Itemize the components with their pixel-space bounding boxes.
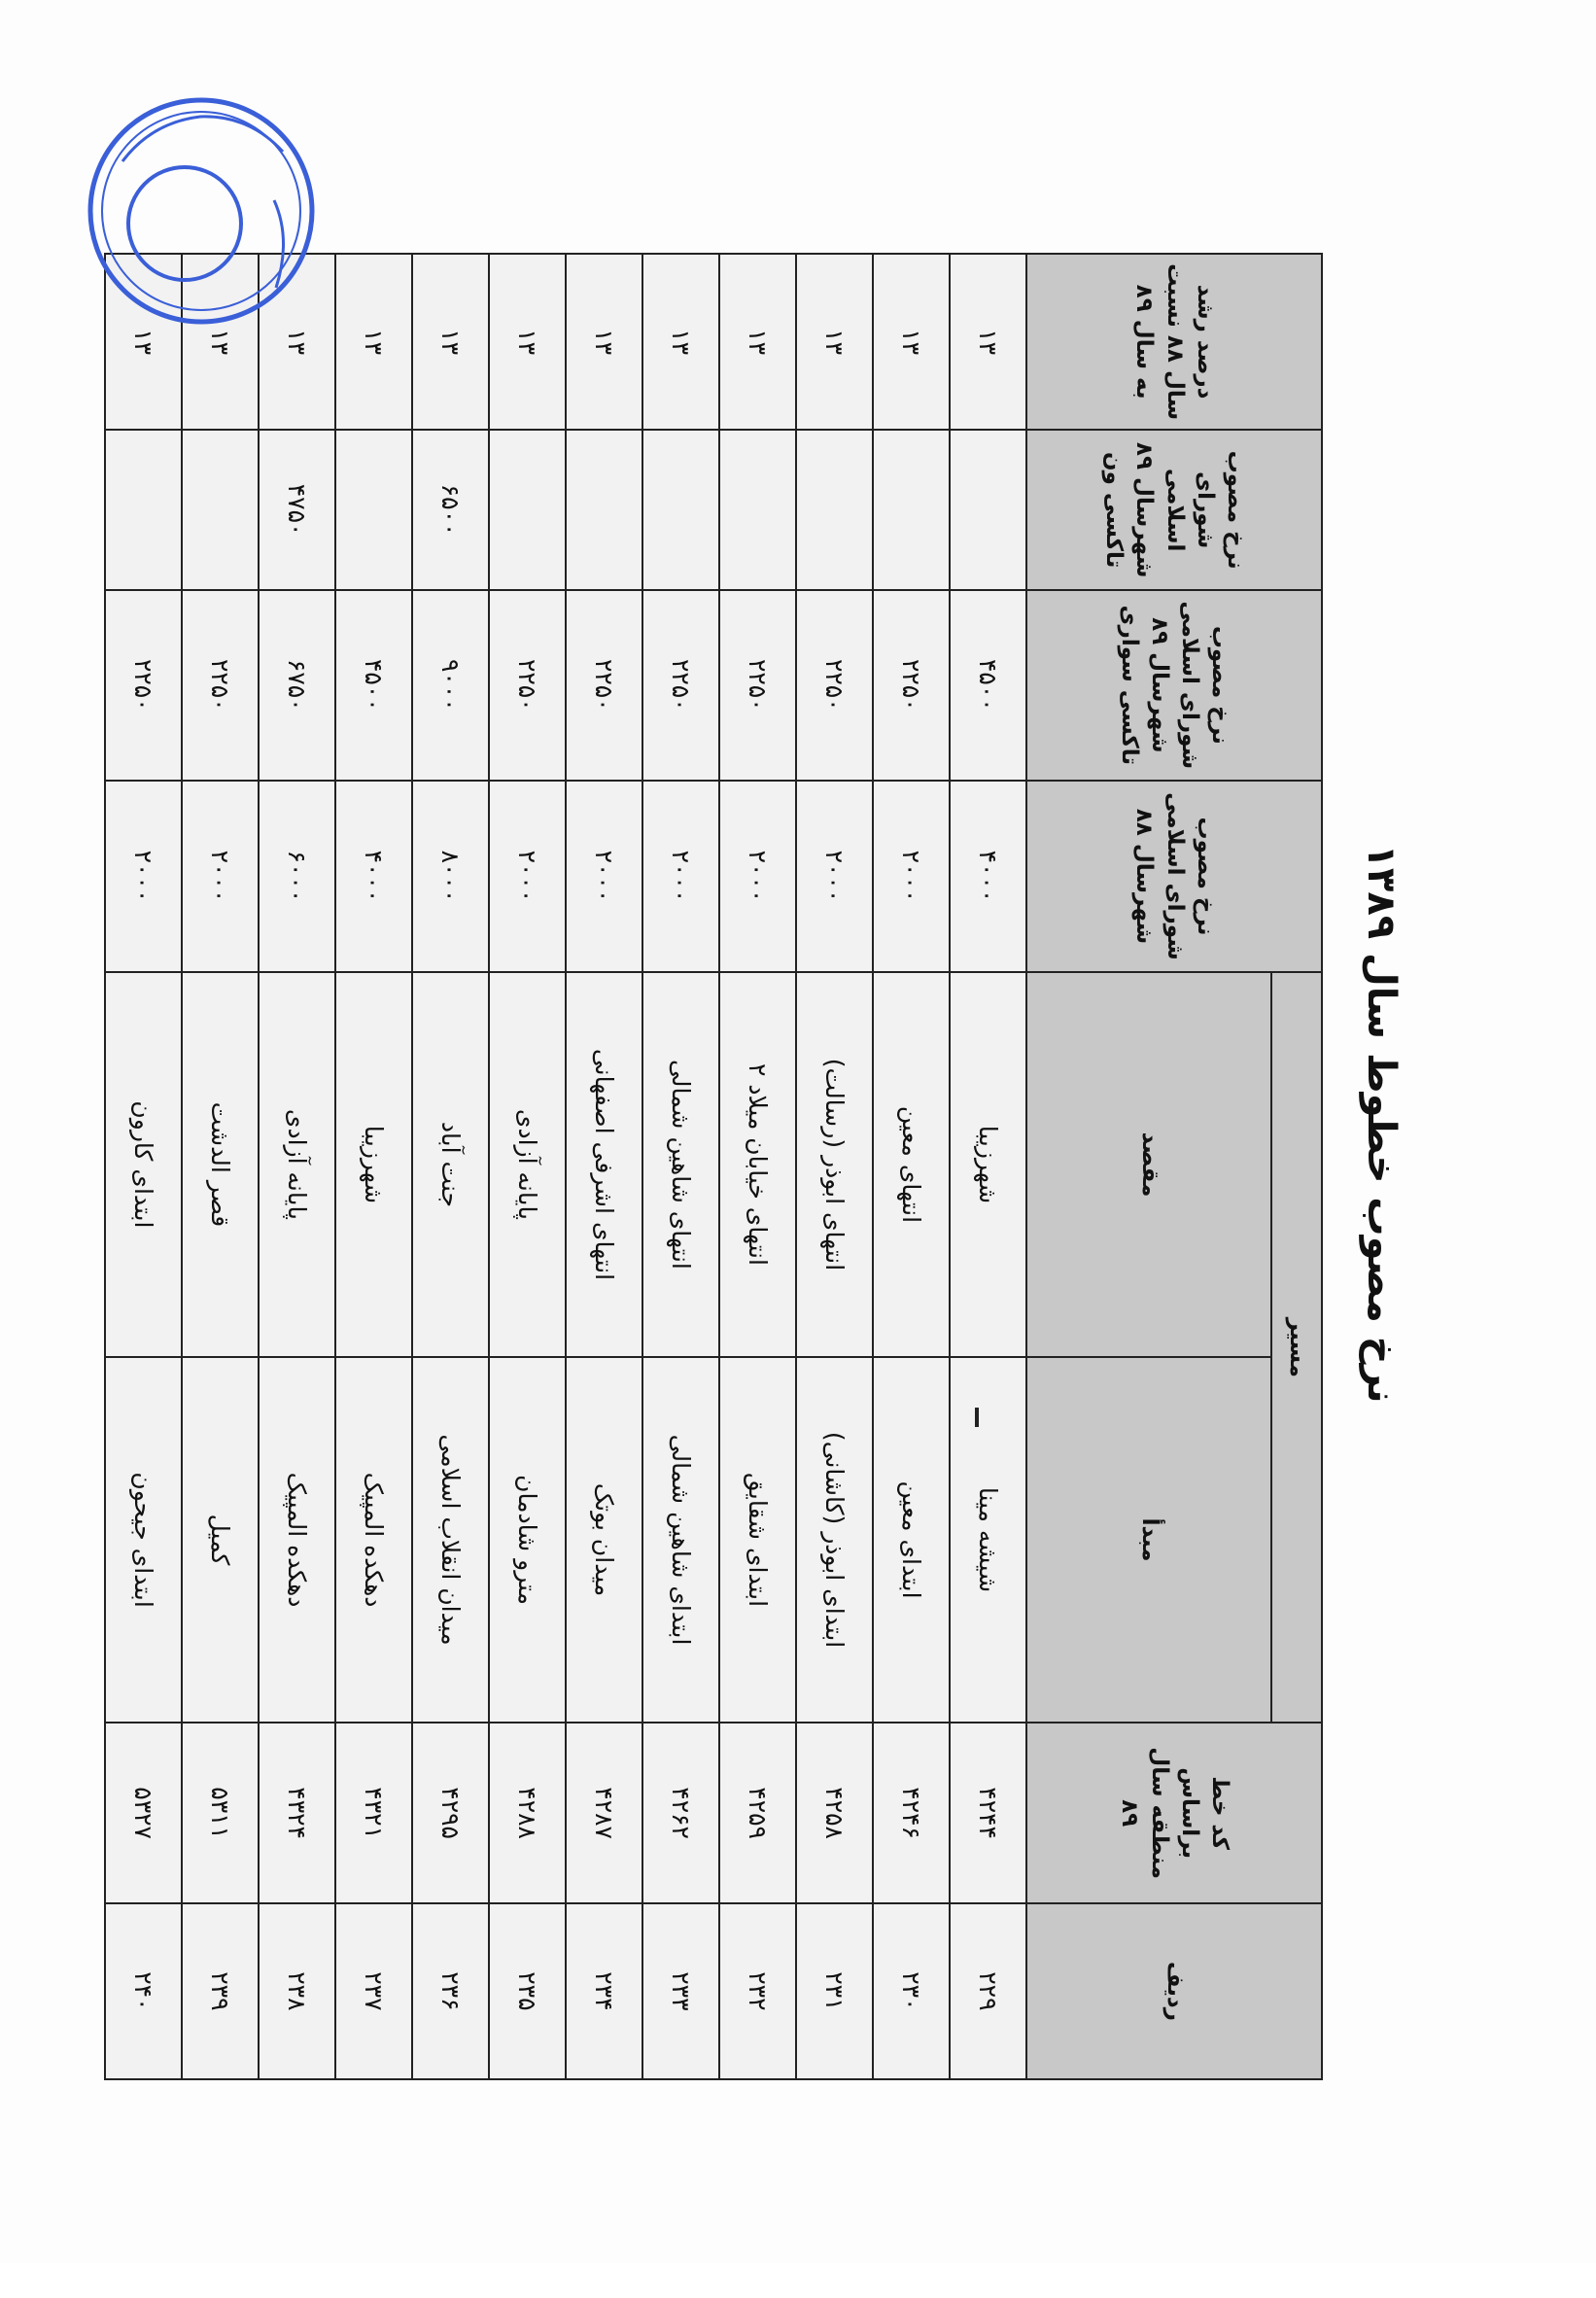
cell-row-number: ۲۳۸ — [259, 1903, 335, 2079]
cell-row-number: ۲۳۹ — [182, 1903, 259, 2079]
cell-rate-89-car: ۴۵۰۰ — [950, 590, 1026, 781]
cell-rate-89-van — [182, 430, 259, 590]
cell-growth: ۱۳ — [412, 254, 489, 430]
cell-growth: ۱۳ — [950, 254, 1026, 430]
cell-destination: انتهای شاهین شمالی — [642, 972, 719, 1356]
cell-line-code: ۴۲۶۲ — [642, 1723, 719, 1902]
cell-rate-89-car: ۲۲۵۰ — [105, 590, 182, 781]
cell-destination: جنت آباد — [412, 972, 489, 1356]
cell-origin: شیشه مینا — [950, 1357, 1026, 1724]
cell-growth: ۱۳ — [182, 254, 259, 430]
cell-line-code: ۵۳۲۷ — [105, 1723, 182, 1902]
cell-rate-88: ۲۰۰۰ — [489, 781, 566, 973]
cell-rate-88: ۲۰۰۰ — [182, 781, 259, 973]
cell-rate-88: ۴۰۰۰ — [335, 781, 412, 973]
cell-rate-89-van — [642, 430, 719, 590]
cell-line-code: ۴۲۴۶ — [873, 1723, 950, 1902]
cell-origin: ابتدای شاهین شمالی — [642, 1357, 719, 1724]
cell-rate-89-van — [489, 430, 566, 590]
rotated-sheet — [1, 159, 1440, 2298]
table-row — [182, 254, 259, 2079]
header-growth: درصد رشد سال ۸۸ نسبت به سال ۸۹ — [1026, 254, 1322, 430]
document-title: نرخ مصوب خطوط سال ۱۳۸۹ — [1359, 844, 1404, 1404]
cell-row-number: ۲۳۵ — [489, 1903, 566, 2079]
cell-destination: انتهای معین — [873, 972, 950, 1356]
cell-rate-89-van — [105, 430, 182, 590]
header-rate-89-van: نرخ مصوب شورای اسلامی شهرسال ۸۹ تاکسی ون — [1026, 430, 1322, 590]
table-row — [796, 254, 873, 2079]
cell-rate-89-van — [950, 430, 1026, 590]
cell-line-code: ۴۳۲۱ — [335, 1723, 412, 1902]
cell-rate-88: ۲۰۰۰ — [796, 781, 873, 973]
cell-origin: میدان انقلاب اسلامی — [412, 1357, 489, 1724]
cell-row-number: ۲۳۶ — [412, 1903, 489, 2079]
table-row — [566, 254, 642, 2079]
table-row — [950, 254, 1026, 2079]
cell-rate-88: ۲۰۰۰ — [566, 781, 642, 973]
cell-rate-89-van — [566, 430, 642, 590]
cell-growth: ۱۳ — [335, 254, 412, 430]
cell-rate-88: ۲۰۰۰ — [105, 781, 182, 973]
cell-rate-89-car: ۲۲۵۰ — [873, 590, 950, 781]
cell-growth: ۱۳ — [105, 254, 182, 430]
cell-growth: ۱۳ — [566, 254, 642, 430]
cell-rate-89-car: ۲۲۵۰ — [796, 590, 873, 781]
cell-growth: ۱۳ — [259, 254, 335, 430]
cell-rate-89-car: ۲۲۵۰ — [642, 590, 719, 781]
table-row — [489, 254, 566, 2079]
cell-row-number: ۲۳۷ — [335, 1903, 412, 2079]
table-row — [642, 254, 719, 2079]
cell-rate-89-car: ۶۷۵۰ — [259, 590, 335, 781]
cell-rate-88: ۲۰۰۰ — [642, 781, 719, 973]
cell-line-code: ۴۲۹۵ — [412, 1723, 489, 1902]
cell-destination: قصر الدشت — [182, 972, 259, 1356]
cell-destination: شهرزیبا — [335, 972, 412, 1356]
cell-row-number: ۲۳۲ — [719, 1903, 796, 2079]
cell-growth: ۱۳ — [489, 254, 566, 430]
cell-rate-89-van — [873, 430, 950, 590]
cell-destination: ابتدای کارون — [105, 972, 182, 1356]
cell-row-number: ۲۳۳ — [642, 1903, 719, 2079]
cell-line-code: ۴۲۸۸ — [489, 1723, 566, 1902]
cell-rate-88: ۲۰۰۰ — [719, 781, 796, 973]
header-line-code: کد خط براساس منطقه سال ۸۹ — [1026, 1723, 1322, 1902]
cell-growth: ۱۳ — [796, 254, 873, 430]
cell-growth: ۱۳ — [719, 254, 796, 430]
cell-rate-88: ۲۰۰۰ — [873, 781, 950, 973]
cell-growth: ۱۳ — [873, 254, 950, 430]
cell-origin: ابتدای معین — [873, 1357, 950, 1724]
cell-destination: انتهای ابوذر (رسالت) — [796, 972, 873, 1356]
table-body — [105, 254, 1026, 2079]
cell-rate-89-van — [335, 430, 412, 590]
cell-row-number: ۲۳۰ — [873, 1903, 950, 2079]
cell-row-number: ۲۲۹ — [950, 1903, 1026, 2079]
cell-destination: شهرزیبا — [950, 972, 1026, 1356]
cell-rate-89-car: ۲۲۵۰ — [489, 590, 566, 781]
rates-table — [104, 253, 1323, 2080]
council-stamp — [84, 93, 319, 329]
cell-row-number: ۲۳۴ — [566, 1903, 642, 2079]
cell-rate-89-car: ۲۲۵۰ — [566, 590, 642, 781]
cell-rate-89-car: ۹۰۰۰ — [412, 590, 489, 781]
table-row — [873, 254, 950, 2079]
pen-mark — [975, 1408, 979, 1427]
table-row — [335, 254, 412, 2079]
header-row-number: ردیف — [1026, 1903, 1322, 2079]
cell-line-code: ۵۳۱۱ — [182, 1723, 259, 1902]
header-route: مسیر — [1271, 972, 1322, 1723]
cell-rate-88: ۴۰۰۰ — [950, 781, 1026, 973]
cell-rate-89-van: ۴۷۵۰ — [259, 430, 335, 590]
header-rate-89-car: نرخ مصوب شورای اسلامی شهرسال ۸۹ تاکسی سواری — [1026, 590, 1322, 781]
cell-destination: انتهای اشرفی اصفهانی — [566, 972, 642, 1356]
table-row — [412, 254, 489, 2079]
cell-line-code: ۴۲۵۹ — [719, 1723, 796, 1902]
cell-rate-88: ۶۰۰۰ — [259, 781, 335, 973]
cell-destination: پایانه آزادی — [259, 972, 335, 1356]
cell-rate-88: ۸۰۰۰ — [412, 781, 489, 973]
cell-origin: دهکده المپیک — [259, 1357, 335, 1724]
cell-rate-89-van — [796, 430, 873, 590]
cell-origin: میدان بوتک — [566, 1357, 642, 1724]
header-rate-88: نرخ مصوب شورای اسلامی شهرسال ۸۸ — [1026, 781, 1322, 973]
cell-line-code: ۴۲۸۷ — [566, 1723, 642, 1902]
table-row — [719, 254, 796, 2079]
cell-rate-89-car: ۴۵۰۰ — [335, 590, 412, 781]
cell-origin: مترو شادمان — [489, 1357, 566, 1724]
cell-rate-89-car: ۲۲۵۰ — [182, 590, 259, 781]
cell-origin: ابتدای شقایق — [719, 1357, 796, 1724]
cell-destination: انتهای خیابان میلاد ۲ — [719, 972, 796, 1356]
cell-line-code: ۴۳۲۴ — [259, 1723, 335, 1902]
cell-growth: ۱۳ — [642, 254, 719, 430]
table-row — [259, 254, 335, 2079]
cell-line-code: ۴۲۴۴ — [950, 1723, 1026, 1902]
table-row — [105, 254, 182, 2079]
cell-origin: کمیل — [182, 1357, 259, 1724]
header-destination: مقصد — [1026, 972, 1271, 1356]
cell-line-code: ۴۲۵۸ — [796, 1723, 873, 1902]
cell-rate-89-car: ۲۲۵۰ — [719, 590, 796, 781]
cell-origin: ابتدای ابوذر (کاشانی) — [796, 1357, 873, 1724]
header-origin: مبدأ — [1026, 1357, 1271, 1724]
cell-row-number: ۲۳۱ — [796, 1903, 873, 2079]
cell-row-number: ۲۴۰ — [105, 1903, 182, 2079]
cell-rate-89-van — [719, 430, 796, 590]
cell-origin: ابتدای جیحون — [105, 1357, 182, 1724]
cell-rate-89-van: ۶۵۰۰ — [412, 430, 489, 590]
cell-destination: پایانه آزادی — [489, 972, 566, 1356]
cell-origin: دهکده المپیک — [335, 1357, 412, 1724]
